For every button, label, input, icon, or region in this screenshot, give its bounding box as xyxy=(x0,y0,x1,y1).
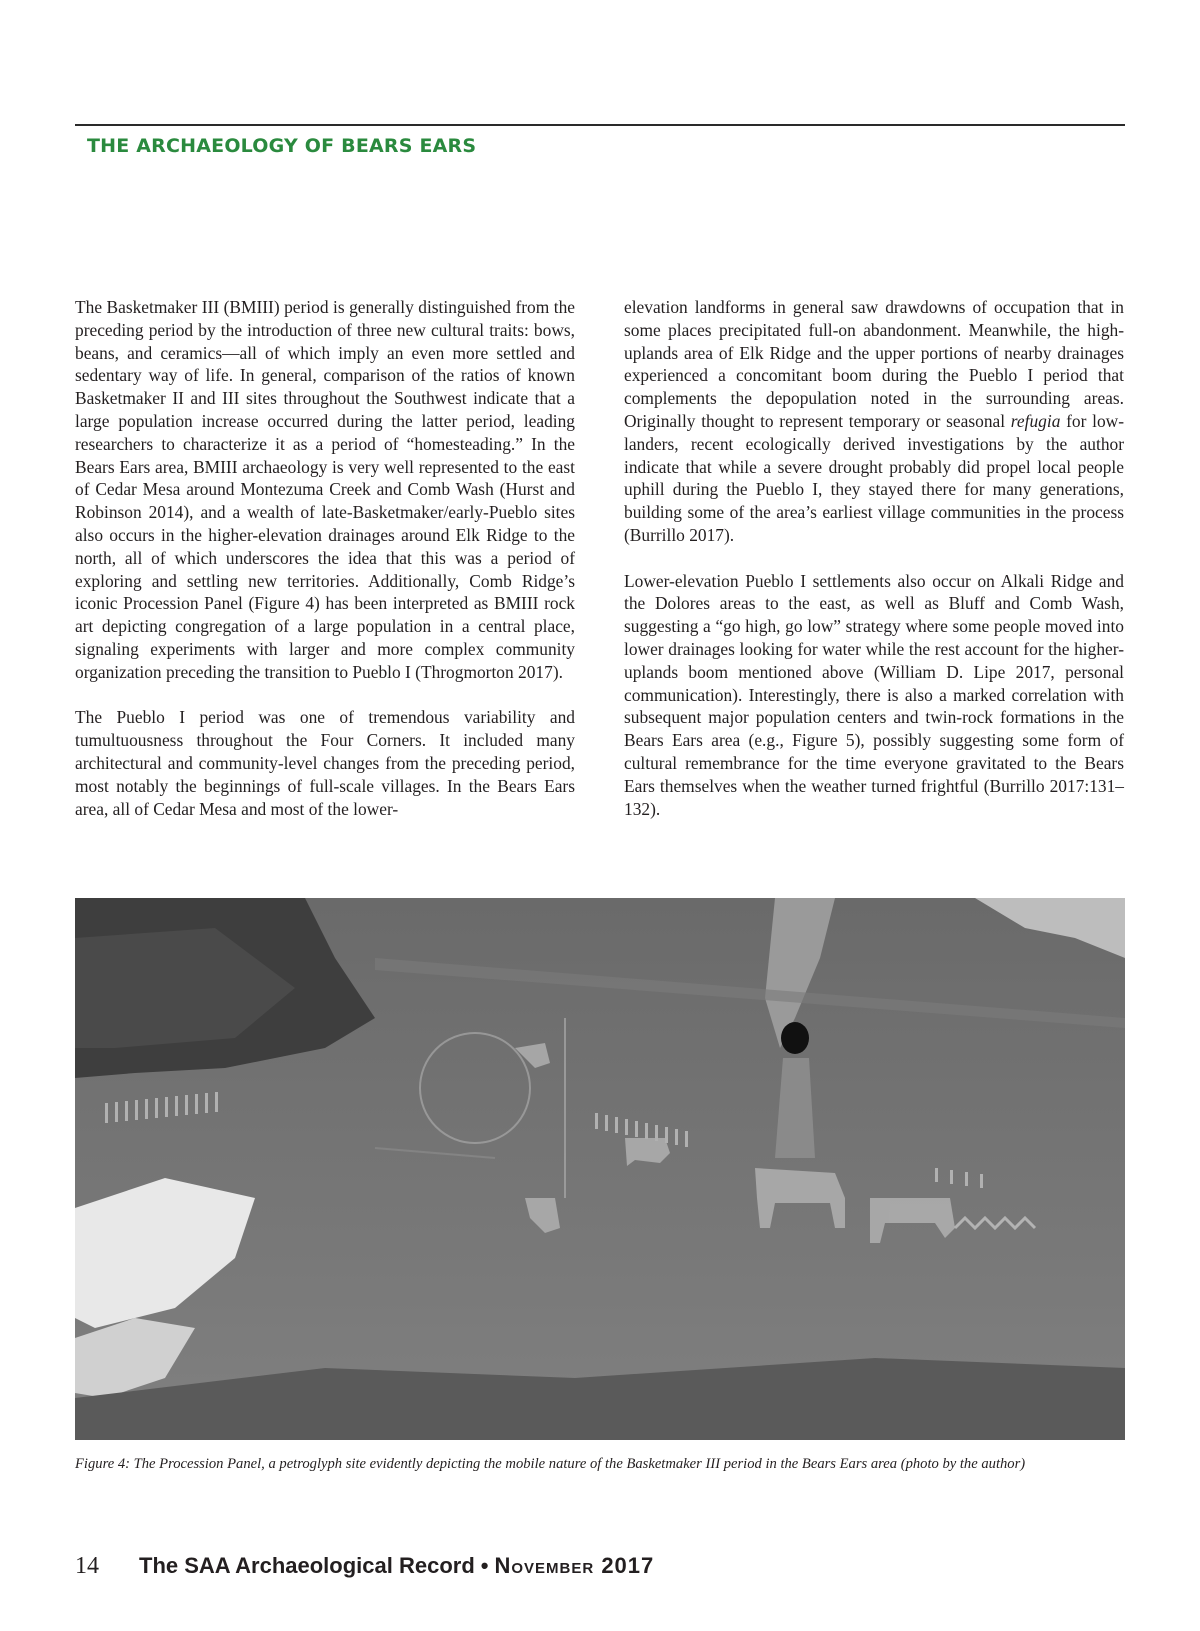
procession-panel-image xyxy=(75,898,1125,1440)
page-number: 14 xyxy=(75,1553,99,1579)
figure-photo xyxy=(75,898,1125,1440)
header-rule xyxy=(75,124,1125,126)
paragraph-bmiii: The Basketmaker III (BMIII) period is generally distinguished from the preceding period by the introduction of three new cultural traits: bows, beans, and ceramics—all of which imply an even more settled and sedentary way of life. In general, comparison of the ratios of known Basketmaker II and III sites throughout the Southwest indicate that a large population increase occurred during the latter period, leading researchers to characterize it as a period of “homesteading.” In the Bears Ears area, BMIII archaeology is very well represented to the east of Cedar Mesa around Montezuma Creek and Comb Wash (Hurst and Robinson 2014), and a wealth of late-Basketmaker/early-Pueblo sites also occurs in the higher-elevation drainages around Elk Ridge to the north, all of which underscores the idea that this was a period of exploring and settling new territories. Additionally, Comb Ridge’s iconic Procession Panel (Figure 4) has been interpreted as BMIII rock art depicting congregation of a large population in a central place, signaling experiments with larger and more complex community organization preceding the transition to Pueblo I (Throgmorton 2017). xyxy=(75,297,575,682)
page-footer xyxy=(75,1553,654,1580)
figure-caption: Figure 4: The Procession Panel, a petroglyph site evidently depicting the mobile nature of the Basketmaker III period in the Bears Ears area (photo by the author) xyxy=(75,1456,1026,1472)
left-column xyxy=(75,296,575,820)
footer-bullet: • xyxy=(480,1553,489,1578)
right-column xyxy=(624,296,1124,820)
paragraph-elevation: elevation landforms in general saw drawdowns of occupation that in some places precipitated full-on abandonment. Meanwhile, the high-uplands area of Elk Ridge and the upper portions of nearby drainages experienced a concomitant boom during the Pueblo I period that complements the depopulation noted in the surrounding areas. Originally thought to represent temporary or seasonal refugia for low-landers, recent ecologically derived investigations by the author indicate that while a severe drought probably did propel local people uphill during the Pueblo I, they stayed there for many generations, building some of the area’s earliest village communities in the process (Burrillo 2017). xyxy=(624,297,1124,545)
issue-date: November 2017 xyxy=(494,1553,655,1578)
section-title: THE ARCHAEOLOGY OF BEARS EARS xyxy=(87,135,477,157)
paragraph-pueblo-i: The Pueblo I period was one of tremendous variability and tumultuousness throughout the Four Corners. It included many architectural and community-level changes from the preceding period, most notably the beginnings of full-scale villages. In the Bears Ears area, all of Cedar Mesa and most of the lower- xyxy=(75,707,575,819)
italic-refugia: refugia xyxy=(1010,410,1061,431)
publication-name: The SAA Archaeological Record xyxy=(139,1553,475,1578)
paragraph-lower-elevation: Lower-elevation Pueblo I settlements also occur on Alkali Ridge and the Dolores areas to the east, as well as Bluff and Comb Wash, suggesting a “go high, go low” strategy where some people moved into lower drainages looking for water while the rest account for the higher-uplands boom mentioned above (William D. Lipe 2017, personal communication). Interestingly, there is also a marked correlation with subsequent major population centers and twin-rock formations in the Bears Ears area (e.g., Figure 5), possibly suggesting some form of cultural remembrance for the time everyone gravitated to the Bears Ears themselves when the weather turned frightful (Burrillo 2017:131–132). xyxy=(624,570,1124,819)
